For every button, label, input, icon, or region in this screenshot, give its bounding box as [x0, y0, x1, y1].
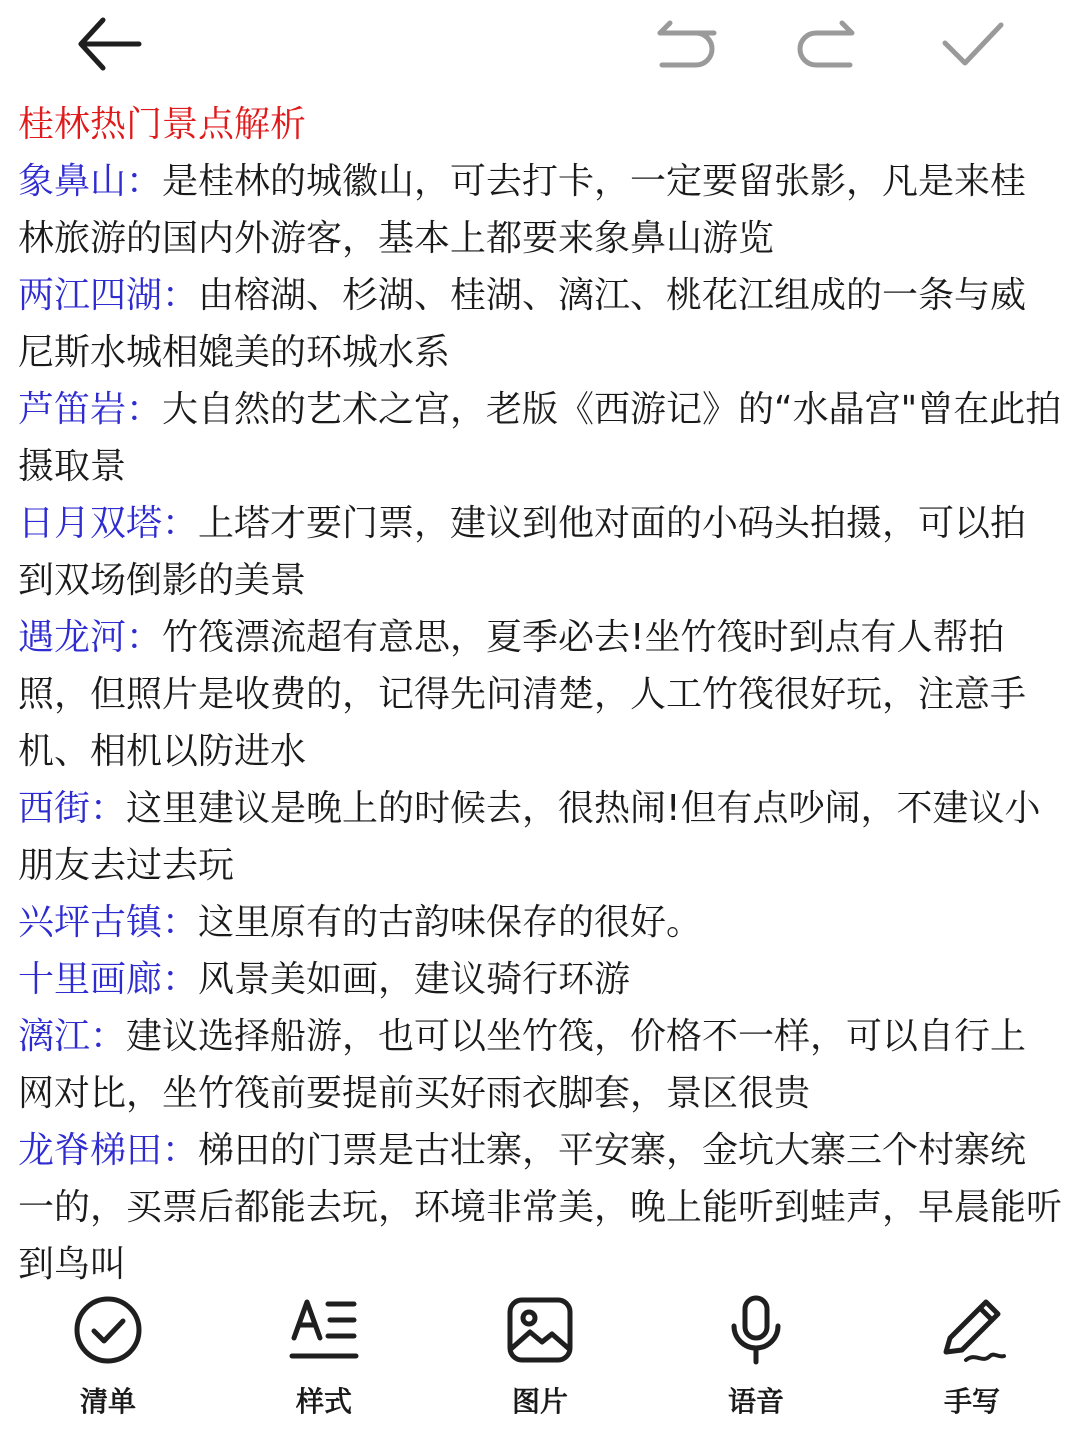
image-icon [500, 1290, 580, 1370]
note-entry-ludiyan [18, 381, 1062, 495]
handwriting-button[interactable] [892, 1290, 1052, 1430]
undo-button[interactable] [644, 6, 724, 86]
note-entry-lijiang [18, 1008, 1062, 1122]
note-entry-shilihualang [18, 951, 1062, 1008]
image-button[interactable] [460, 1290, 620, 1430]
note-entry-longjititian [18, 1122, 1062, 1293]
note-title: 桂林热门景点解析 [18, 104, 307, 145]
arrow-left-icon [73, 14, 143, 78]
place-name: 漓江： [18, 1016, 127, 1057]
place-name: 十里画廊： [18, 959, 199, 1000]
voice-label: 语音 [727, 1385, 784, 1418]
redo-icon [794, 19, 862, 73]
note-content[interactable] [18, 96, 1062, 1293]
checklist-label: 清单 [79, 1385, 136, 1418]
place-name: 日月双塔： [18, 503, 199, 544]
handwriting-label: 手写 [943, 1385, 1000, 1418]
place-description: 梯田的门票是古壮寨，平安寨，金坑大寨三个村寨统一的，买票后都能去玩，环境非常美，晚上能听到蛙声，早晨能听到鸟叫 [18, 1130, 1063, 1285]
note-entry-liangjiangsihu [18, 267, 1062, 381]
note-entry-xijie [18, 780, 1062, 894]
place-name: 兴坪古镇： [18, 902, 199, 943]
bottom-toolbar [0, 1290, 1080, 1440]
place-description: 是桂林的城徽山，可去打卡，一定要留张影，凡是来桂林旅游的国内外游客，基本上都要来象鼻山游览 [18, 161, 1027, 259]
checklist-button[interactable] [28, 1290, 188, 1430]
place-name: 芦笛岩： [18, 389, 163, 430]
checkmark-icon [939, 19, 1005, 73]
place-description: 由榕湖、杉湖、桂湖、漓江、桃花江组成的一条与威尼斯水城相媲美的环城水系 [18, 275, 1027, 373]
note-entry-yulonghe [18, 609, 1062, 780]
place-description: 建议选择船游，也可以坐竹筏，价格不一样，可以自行上网对比，坐竹筏前要提前买好雨衣脚套，景区很贵 [18, 1016, 1027, 1114]
place-name: 两江四湖： [18, 275, 199, 316]
note-entry-riyueshuangta [18, 495, 1062, 609]
place-name: 遇龙河： [18, 617, 163, 658]
place-description: 大自然的艺术之宫，老版《西游记》的“水晶宫"曾在此拍摄取景 [18, 389, 1062, 487]
note-entry-xingpingguzhen [18, 894, 1062, 951]
microphone-icon [716, 1290, 796, 1370]
image-label: 图片 [511, 1385, 568, 1418]
place-description: 风景美如画，建议骑行环游 [198, 959, 631, 1000]
handwriting-pen-icon [932, 1290, 1012, 1370]
done-button[interactable] [932, 6, 1012, 86]
text-style-button[interactable] [244, 1290, 404, 1430]
back-button[interactable] [68, 6, 148, 86]
undo-icon [650, 19, 718, 73]
text-style-icon [284, 1290, 364, 1370]
top-toolbar [0, 0, 1080, 96]
note-entry-xiangbishan [18, 153, 1062, 267]
redo-button[interactable] [788, 6, 868, 86]
place-description: 这里原有的古韵味保存的很好。 [198, 902, 703, 943]
voice-button[interactable] [676, 1290, 836, 1430]
place-name: 象鼻山： [18, 161, 163, 202]
place-name: 西街： [18, 788, 127, 829]
text-style-label: 样式 [295, 1385, 352, 1418]
place-name: 龙脊梯田： [18, 1130, 199, 1171]
checklist-icon [68, 1290, 148, 1370]
place-description: 这里建议是晚上的时候去，很热闹!但有点吵闹，不建议小朋友去过去玩 [18, 788, 1041, 886]
place-description: 上塔才要门票，建议到他对面的小码头拍摄，可以拍到双场倒影的美景 [18, 503, 1027, 601]
place-description: 竹筏漂流超有意思，夏季必去!坐竹筏时到点有人帮拍照，但照片是收费的，记得先问清楚，人工竹筏很好玩，注意手机、相机以防进水 [18, 617, 1027, 772]
